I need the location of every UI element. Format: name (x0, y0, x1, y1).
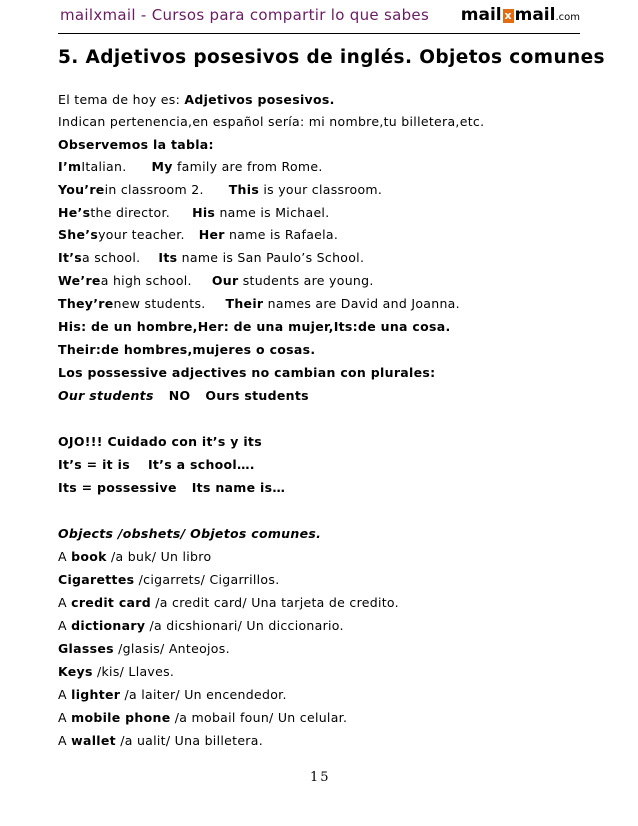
item-word: lighter (71, 687, 121, 702)
row-after: names are David and Joanna. (263, 296, 460, 311)
item-rest: /a credit card/ Una tarjeta de credito. (151, 595, 399, 610)
list-item (58, 687, 287, 702)
item-rest: /a mobail foun/ Un celular. (170, 710, 348, 725)
item-word: wallet (71, 733, 116, 748)
list-item (58, 664, 174, 679)
table-row (58, 159, 323, 174)
item-rest: /a dicshionari/ Un diccionario. (145, 618, 344, 633)
list-item (58, 572, 279, 587)
row-rest: in classroom 2. (104, 182, 204, 197)
example-correct: Our students (58, 388, 154, 403)
row-rest: new students. (113, 296, 206, 311)
list-item (58, 595, 399, 610)
item-rest: /kis/ Llaves. (92, 664, 175, 679)
intro-prefix: El tema de hoy es: (58, 92, 185, 107)
row-rest: a high school. (100, 273, 192, 288)
table-row (58, 273, 374, 288)
item-rest: /a ualit/ Una billetera. (115, 733, 263, 748)
logo-com: .com (555, 12, 580, 23)
page-title: 5. Adjetivos posesivos de inglés. Objetos comunes (58, 47, 605, 68)
item-word: credit card (71, 595, 151, 610)
item-article: A (58, 687, 72, 702)
rule-his-her-its: His: de un hombre,Her: de una mujer,Its:de una cosa. (58, 319, 451, 334)
intro-description: Indican pertenencia,en español sería: mi nombre,tu billetera,etc. (58, 114, 485, 129)
row-after: name is Rafaela. (224, 227, 339, 242)
list-item (58, 710, 347, 725)
mailxmail-logo (461, 5, 580, 25)
table-row (58, 250, 364, 265)
row-pronoun: I’m (58, 159, 82, 174)
row-possessive: This (228, 182, 260, 197)
row-after: is your classroom. (259, 182, 383, 197)
row-rest: Italian. (81, 159, 127, 174)
page-header (58, 3, 580, 34)
row-possessive: Their (225, 296, 264, 311)
row-pronoun: You’re (58, 182, 105, 197)
warning-line (58, 480, 285, 495)
row-rest: the director. (90, 205, 171, 220)
item-word: mobile phone (71, 710, 171, 725)
row-after: name is Michael. (215, 205, 330, 220)
list-item (58, 618, 344, 633)
example-wrong: Ours students (205, 388, 309, 403)
item-article: A (58, 549, 72, 564)
item-word: Glasses (58, 641, 114, 656)
objects-heading: Objects /obshets/ Objetos comunes. (58, 526, 322, 541)
warning-possessive-eq: Its = possessive (58, 480, 177, 495)
warning-its-example: It’s a school…. (147, 457, 255, 472)
table-row (58, 182, 382, 197)
logo-x-icon: x (504, 9, 512, 22)
rule-no-plural: Los possessive adjectives no cambian con plurales: (58, 365, 436, 380)
example-no: NO (168, 388, 191, 403)
row-possessive: Her (198, 227, 225, 242)
row-pronoun: She’s (58, 227, 99, 242)
rule-their: Their:de hombres,mujeres o cosas. (58, 342, 316, 357)
row-rest: a school. (82, 250, 141, 265)
row-rest: your teacher. (98, 227, 185, 242)
table-row (58, 227, 338, 242)
item-word: Keys (58, 664, 93, 679)
item-article: A (58, 595, 72, 610)
item-article: A (58, 710, 72, 725)
row-possessive: My (151, 159, 173, 174)
row-possessive: Our (211, 273, 239, 288)
intro-line (58, 92, 335, 107)
list-item (58, 641, 230, 656)
observe-label: Observemos la tabla: (58, 137, 214, 152)
list-item (58, 549, 211, 564)
item-rest: /a laiter/ Un encendedor. (120, 687, 287, 702)
row-pronoun: He’s (58, 205, 91, 220)
item-article: A (58, 733, 72, 748)
item-rest: /a buk/ Un libro (106, 549, 212, 564)
item-word: dictionary (71, 618, 146, 633)
page-number: 15 (310, 770, 331, 785)
warning-line (58, 457, 255, 472)
table-row (58, 205, 329, 220)
rule-example (58, 388, 309, 403)
item-word: Cigarettes (58, 572, 135, 587)
warning-possessive-example: Its name is… (191, 480, 286, 495)
row-possessive: His (192, 205, 216, 220)
row-after: students are young. (238, 273, 374, 288)
header-title: mailxmail - Cursos para compartir lo que sabes (60, 6, 430, 24)
row-pronoun: We’re (58, 273, 101, 288)
table-row (58, 296, 460, 311)
row-after: family are from Rome. (172, 159, 323, 174)
item-rest: /glasis/ Anteojos. (113, 641, 230, 656)
item-word: book (71, 549, 107, 564)
row-pronoun: It’s (58, 250, 83, 265)
row-after: name is San Paulo’s School. (177, 250, 365, 265)
row-possessive: Its (158, 250, 178, 265)
intro-topic: Adjetivos posesivos. (184, 92, 335, 107)
logo-mail-left: mail (460, 5, 502, 25)
warning-title: OJO!!! Cuidado con it’s y its (58, 434, 262, 449)
item-rest: /cigarrets/ Cigarrillos. (134, 572, 280, 587)
item-article: A (58, 618, 72, 633)
row-pronoun: They’re (58, 296, 114, 311)
logo-mail-right: mail (514, 5, 556, 25)
warning-its-eq: It’s = it is (58, 457, 130, 472)
list-item (58, 733, 263, 748)
